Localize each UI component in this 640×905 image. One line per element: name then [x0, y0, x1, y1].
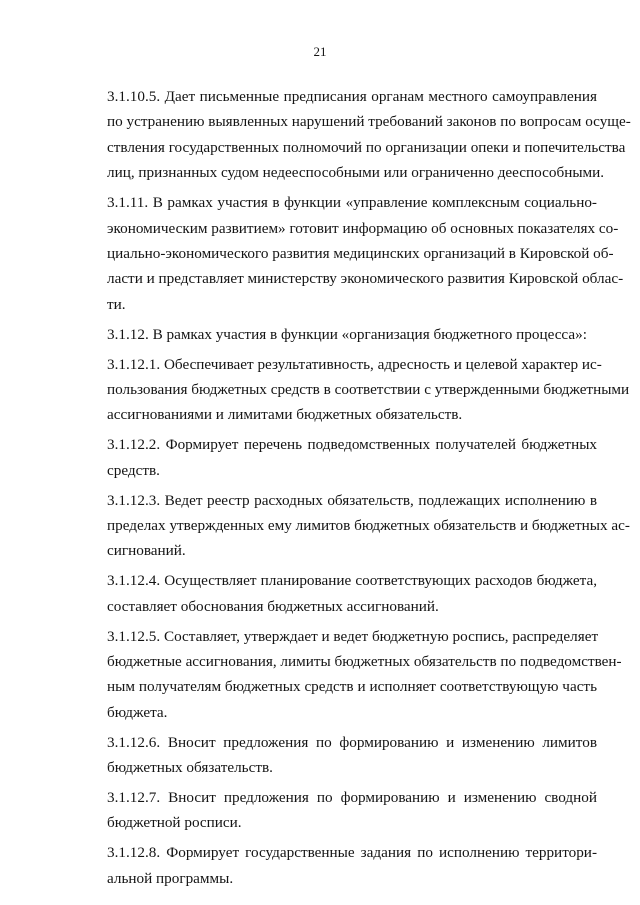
- text-line: 3.1.12. В рамках участия в функции «организация бюджетного процесса»:: [107, 325, 587, 343]
- text-line: бюджетные ассигнования, лимиты бюджетных обязательств по подведомствен-: [107, 653, 622, 671]
- paragraph-3-1-12-3: [77, 488, 630, 564]
- text-line: альной программы.: [107, 869, 234, 887]
- text-line: 3.1.12.5. Составляет, утверждает и ведет бюджетную роспись, распределяет: [107, 627, 599, 645]
- text-line: бюджетных обязательств.: [107, 759, 273, 777]
- document-body: [77, 84, 631, 896]
- paragraph-3-1-12-5: [77, 624, 622, 726]
- text-line: 3.1.12.6. Вносит предложения по формированию и изменению лимитов: [107, 733, 597, 751]
- paragraph-3-1-12-4: [77, 568, 597, 619]
- text-line: 3.1.12.4. Осуществляет планирование соответствующих расходов бюджета,: [107, 572, 597, 590]
- text-line: лиц, признанных судом недееспособными или ограниченно дееспособными.: [107, 164, 605, 182]
- paragraph-3-1-10-5: [77, 84, 631, 186]
- text-line: бюджета.: [107, 703, 168, 721]
- text-line: 3.1.12.1. Обеспечивает результативность, адресность и целевой характер ис-: [107, 355, 602, 373]
- text-line: 3.1.12.8. Формирует государственные задания по исполнению территори-: [107, 844, 597, 862]
- text-line: пользования бюджетных средств в соответствии с утвержденными бюджетными: [107, 380, 630, 398]
- text-line: средств.: [107, 461, 160, 479]
- text-line: циально-экономического развития медицинских организаций в Кировской об-: [107, 244, 614, 262]
- text-line: 3.1.12.3. Ведет реестр расходных обязательств, подлежащих исполнению в: [107, 491, 597, 509]
- paragraph-3-1-11: [77, 190, 624, 317]
- text-line: по устранению выявленных нарушений требований законов по вопросам осуще-: [107, 113, 631, 131]
- text-line: 3.1.11. В рамках участия в функции «управление комплексным социально-: [107, 194, 597, 212]
- text-line: 3.1.12.2. Формирует перечень подведомственных получателей бюджетных: [107, 436, 597, 454]
- text-line: ассигнованиями и лимитами бюджетных обязательств.: [107, 406, 463, 424]
- text-line: экономическим развитием» готовит информацию об основных показателях со-: [107, 219, 619, 237]
- paragraph-3-1-12-2: [77, 432, 597, 483]
- paragraph-3-1-12-6: [77, 730, 597, 781]
- text-line: сигнований.: [107, 542, 186, 560]
- paragraph-3-1-12-1: [77, 352, 630, 428]
- paragraph-3-1-12-7: [77, 785, 597, 836]
- text-line: пределах утвержденных ему лимитов бюджетных обязательств и бюджетных ас-: [107, 517, 630, 534]
- page-number: 21: [313, 44, 327, 59]
- text-line: ти.: [107, 295, 126, 313]
- text-line: ствления государственных полномочий по организации опеки и попечительства: [107, 138, 626, 156]
- paragraph-3-1-12: [77, 322, 597, 347]
- text-line: ласти и представляет министерству экономического развития Кировской облас-: [107, 270, 624, 288]
- text-line: бюджетной росписи.: [107, 814, 242, 832]
- text-line: 3.1.10.5. Дает письменные предписания органам местного самоуправления: [107, 88, 597, 105]
- text-line: составляет обоснования бюджетных ассигнований.: [107, 597, 439, 615]
- paragraph-3-1-12-8: [77, 840, 597, 891]
- text-line: 3.1.12.7. Вносит предложения по формированию и изменению сводной: [107, 789, 597, 807]
- text-line: ным получателям бюджетных средств и исполняет соответствующую часть: [107, 678, 597, 696]
